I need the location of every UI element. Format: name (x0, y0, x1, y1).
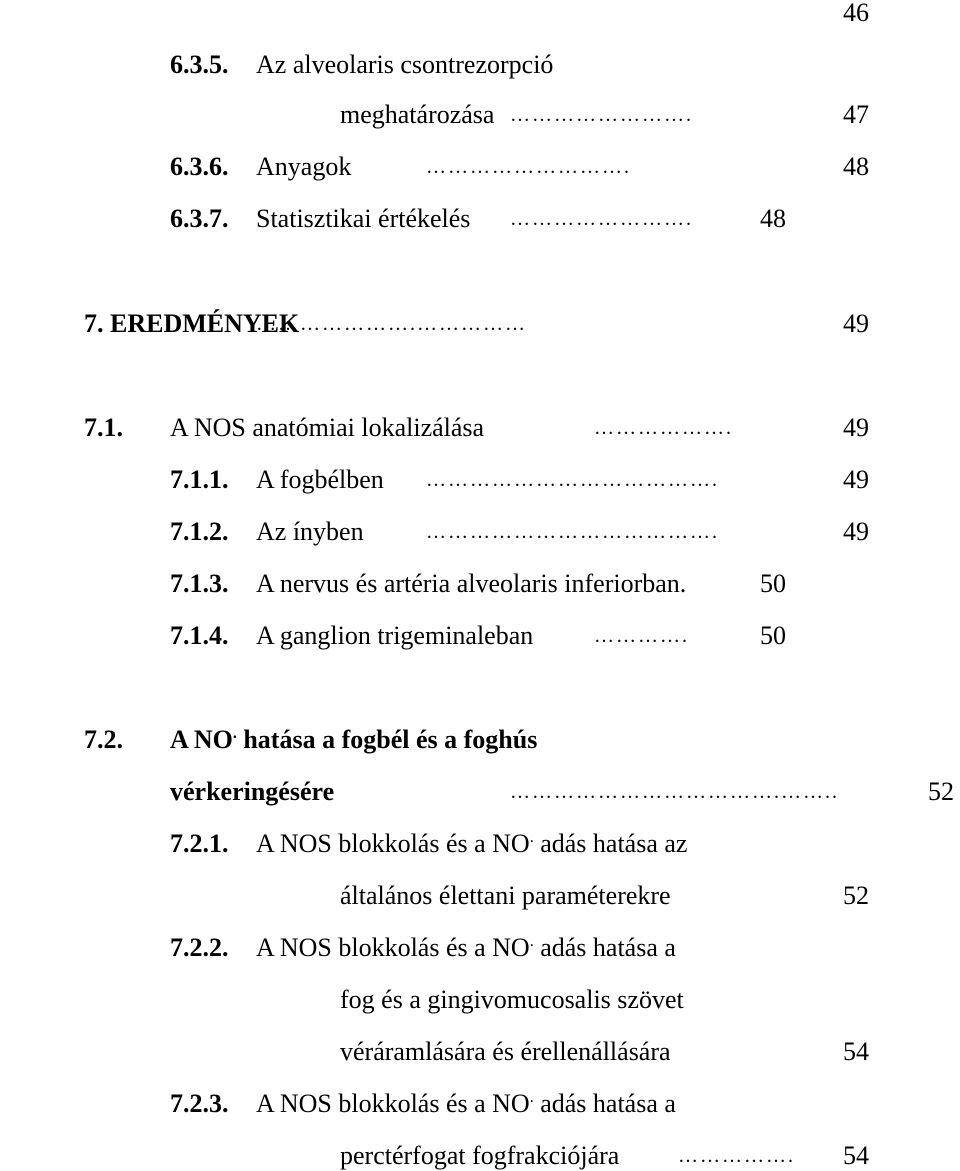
toc-page: 52 (843, 881, 869, 910)
toc-chapter-title: 7. EREDMÉNYEK (84, 309, 300, 338)
toc-leader: …………………………………. (426, 521, 719, 543)
toc-page: 50 (760, 569, 786, 598)
toc-number: 7.1.3. (170, 569, 229, 598)
toc-title-continued: általános élettani paraméterekre (340, 881, 671, 910)
toc-title: A ganglion trigeminaleban (256, 621, 534, 650)
toc-title-continued: perctérfogat fogfrakciójára (340, 1141, 620, 1170)
toc-number: 7.1. (84, 413, 123, 442)
toc-number: 7.2.2. (170, 933, 229, 962)
toc-number: 7.1.2. (170, 517, 229, 546)
toc-number: 7.1.1. (170, 465, 229, 494)
toc-title-continued: véráramlására és érellenállására (340, 1037, 671, 1066)
toc-title-continued: vérkeringésére (170, 777, 335, 806)
toc-page: 54 (843, 1141, 869, 1170)
toc-leader: ………………….…………… (256, 313, 527, 335)
toc-title: A NOS anatómiai lokalizálása (170, 413, 485, 442)
toc-leader: ……………………. (510, 104, 693, 126)
toc-title: A NOS blokkolás és a NO. adás hatása az (256, 829, 688, 858)
toc-page: 48 (760, 204, 786, 233)
toc-number: 7.2.1. (170, 829, 229, 858)
toc-title: A NOS blokkolás és a NO. adás hatása a (256, 1089, 676, 1118)
toc-leader: ……………………………….…….. (510, 781, 839, 803)
toc-title: A nervus és artéria alveolaris inferiorban. (256, 569, 687, 598)
toc-title-continued: meghatározása (340, 100, 495, 129)
toc-title-continued: fog és a gingivomucosalis szövet (340, 985, 684, 1014)
toc-number: 7.2. (84, 725, 123, 754)
page-number: 46 (843, 0, 869, 27)
toc-number: 7.2.3. (170, 1089, 229, 1118)
toc-title: A fogbélben (256, 465, 384, 494)
toc-leader: ………………. (594, 417, 733, 439)
toc-leader: ……………. (678, 1145, 795, 1167)
toc-title: A NO. hatása a fogbél és a foghús (170, 725, 538, 754)
toc-page: 49 (843, 309, 869, 338)
toc-leader: ……………………. (510, 208, 693, 230)
toc-page: 49 (843, 517, 869, 546)
toc-title: Az ínyben (256, 517, 364, 546)
toc-leader: …………. (594, 625, 689, 647)
toc-number: 7.1.4. (170, 621, 229, 650)
toc-page: 47 (843, 100, 869, 129)
toc-page: 48 (843, 152, 869, 181)
toc-page: 54 (843, 1037, 869, 1066)
toc-page: 50 (760, 621, 786, 650)
toc-page: 52 (928, 777, 954, 806)
toc-title: Statisztikai értékelés (256, 204, 471, 233)
toc-number: 6.3.5. (170, 50, 229, 79)
toc-leader: …………………………………. (426, 469, 719, 491)
toc-title: Anyagok (256, 152, 352, 181)
toc-title: Az alveolaris csontrezorpció (256, 50, 554, 79)
toc-title: A NOS blokkolás és a NO. adás hatása a (256, 933, 676, 962)
toc-number: 6.3.6. (170, 152, 229, 181)
toc-page: 49 (843, 465, 869, 494)
toc-number: 6.3.7. (170, 204, 229, 233)
toc-leader: ………………………. (426, 156, 631, 178)
toc-page: 49 (843, 413, 869, 442)
